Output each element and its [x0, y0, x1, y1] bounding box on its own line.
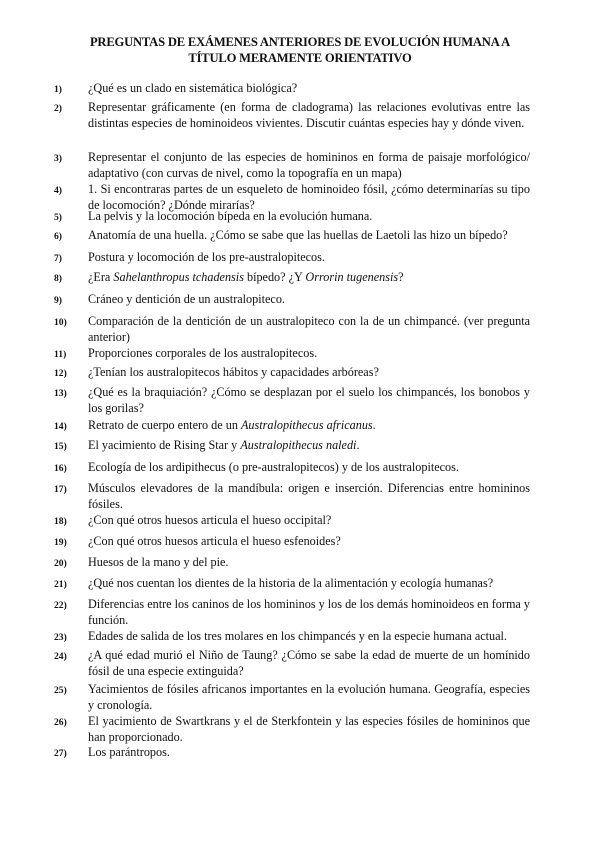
- question-item: [54, 314, 530, 345]
- question-item: [54, 576, 530, 592]
- question-text-part: ¿Era: [88, 270, 114, 284]
- question-item: [54, 209, 530, 225]
- question-text: 1. Si encontraras partes de un esqueleto de hominoideo fósil, ¿cómo determinarías su tipo de locomoción? ¿Dónde mirarías?: [88, 182, 530, 212]
- question-number: 17): [54, 484, 67, 495]
- species-name: Orrorin tugenensis: [305, 270, 399, 284]
- question-text-part: .: [372, 418, 376, 432]
- question-number: 11): [54, 349, 67, 360]
- question-text: Anatomía de una huella. ¿Cómo se sabe que las huellas de Laetoli las hizo un bípedo?: [88, 228, 508, 242]
- question-item: [54, 418, 530, 434]
- question-item: [54, 81, 530, 97]
- question-number: 13): [54, 388, 67, 399]
- question-text: [88, 270, 404, 284]
- question-item: [54, 346, 530, 362]
- question-text: Representar el conjunto de las especies de homininos en forma de paisaje morfológico/ adaptativo (con curvas de nivel, como la topografía en un mapa): [88, 150, 530, 180]
- question-number: 26): [54, 717, 67, 728]
- question-text: El yacimiento de Swartkrans y el de Sterkfontein y las especies fósiles de homininos que han proporcionado.: [88, 714, 530, 744]
- question-item: [54, 534, 530, 550]
- question-text: [88, 418, 376, 432]
- question-number: 22): [54, 600, 67, 611]
- question-item: [54, 648, 530, 679]
- question-number: 4): [54, 185, 62, 196]
- question-item: [54, 629, 530, 645]
- species-name: Australopithecus africanus: [240, 418, 373, 432]
- question-number: 10): [54, 317, 67, 328]
- question-text: ¿Con qué otros huesos articula el hueso esfenoides?: [88, 534, 341, 548]
- question-text: Músculos elevadores de la mandíbula: origen e inserción. Diferencias entre homininos fósiles.: [88, 481, 530, 511]
- question-text: Cráneo y dentición de un australopiteco.: [88, 292, 285, 306]
- question-number: 21): [54, 579, 67, 590]
- question-text-part: Retrato de cuerpo entero de un: [88, 418, 241, 432]
- question-text: Los parántropos.: [88, 745, 170, 759]
- question-text: Edades de salida de los tres molares en los chimpancés y en la especie humana actual.: [88, 629, 507, 643]
- question-number: 9): [54, 295, 62, 306]
- question-item: [54, 597, 530, 628]
- question-text: ¿Qué nos cuentan los dientes de la historia de la alimentación y ecología humanas?: [88, 576, 494, 590]
- species-name: Australopithecus naledi: [240, 438, 357, 452]
- question-number: 20): [54, 558, 67, 569]
- question-text: ¿Tenían los australopitecos hábitos y capacidades arbóreas?: [88, 365, 379, 379]
- question-item: [54, 385, 530, 416]
- question-item: [54, 513, 530, 529]
- question-number: 18): [54, 516, 67, 527]
- question-text: [88, 438, 359, 452]
- question-number: 19): [54, 537, 67, 548]
- question-text: Representar gráficamente (en forma de cladograma) las relaciones evolutivas entre las distintas especies de hominoideos vivientes. Discutir cuántas especies hay y dónde viven.: [88, 100, 530, 130]
- question-text: Huesos de la mano y del pie.: [88, 555, 229, 569]
- question-text-part: ?: [398, 270, 404, 284]
- question-text: Diferencias entre los caninos de los homininos y los de los demás hominoideos en forma y función.: [88, 597, 530, 627]
- question-text: ¿Qué es un clado en sistemática biológica?: [88, 81, 298, 95]
- title-line-1: PREGUNTAS DE EXÁMENES ANTERIORES DE EVOLUCIÓN HUMANA A: [89, 35, 511, 49]
- question-number: 5): [54, 212, 62, 223]
- question-number: 3): [54, 153, 62, 164]
- question-item: [54, 270, 530, 286]
- question-item: [54, 438, 530, 454]
- question-item: [54, 460, 530, 476]
- question-number: 27): [54, 748, 67, 759]
- question-text: Comparación de la dentición de un australopiteco con la de un chimpancé. (ver pregunta anterior): [88, 314, 530, 344]
- question-number: 2): [54, 103, 62, 114]
- question-item: [54, 714, 530, 745]
- question-text: ¿Qué es la braquiación? ¿Cómo se desplazan por el suelo los chimpancés, los bonobos y los gorilas?: [88, 385, 530, 415]
- question-text: ¿Con qué otros huesos articula el hueso occipital?: [88, 513, 332, 527]
- question-item: [54, 228, 530, 244]
- species-name: Sahelanthropus tchadensis: [113, 270, 244, 284]
- question-text: La pelvis y la locomoción bípeda en la evolución humana.: [88, 209, 373, 223]
- question-text: ¿A qué edad murió el Niño de Taung? ¿Cómo se sabe la edad de muerte de un homínido fósil de una especie extinguida?: [88, 648, 530, 678]
- question-item: [54, 250, 530, 266]
- question-item: [54, 481, 530, 512]
- question-number: 6): [54, 231, 62, 242]
- question-number: 8): [54, 273, 62, 284]
- page-title: [60, 34, 540, 66]
- question-text-part: .: [356, 438, 360, 452]
- question-number: 24): [54, 651, 67, 662]
- question-text: Yacimientos de fósiles africanos importantes en la evolución humana. Geografía, especies y cronología.: [88, 682, 530, 712]
- title-line-2: TÍTULO MERAMENTE ORIENTATIVO: [188, 51, 412, 65]
- question-text-part: bípedo? ¿Y: [243, 270, 306, 284]
- question-number: 1): [54, 84, 62, 95]
- question-text: Ecología de los ardipithecus (o pre-australopitecos) y de los australopitecos.: [88, 460, 459, 474]
- question-text-part: El yacimiento de Rising Star y: [88, 438, 241, 452]
- question-item: [54, 150, 530, 181]
- question-number: 25): [54, 685, 67, 696]
- question-number: 12): [54, 368, 67, 379]
- question-number: 23): [54, 632, 67, 643]
- question-item: [54, 555, 530, 571]
- question-item: [54, 365, 530, 381]
- question-number: 16): [54, 463, 67, 474]
- question-item: [54, 745, 530, 761]
- question-item: [54, 100, 530, 131]
- question-number: 15): [54, 441, 67, 452]
- question-number: 14): [54, 421, 67, 432]
- question-text: Proporciones corporales de los australopitecos.: [88, 346, 318, 360]
- question-item: [54, 292, 530, 308]
- question-item: [54, 682, 530, 713]
- question-text: Postura y locomoción de los pre-australopitecos.: [88, 250, 325, 264]
- question-number: 7): [54, 253, 62, 264]
